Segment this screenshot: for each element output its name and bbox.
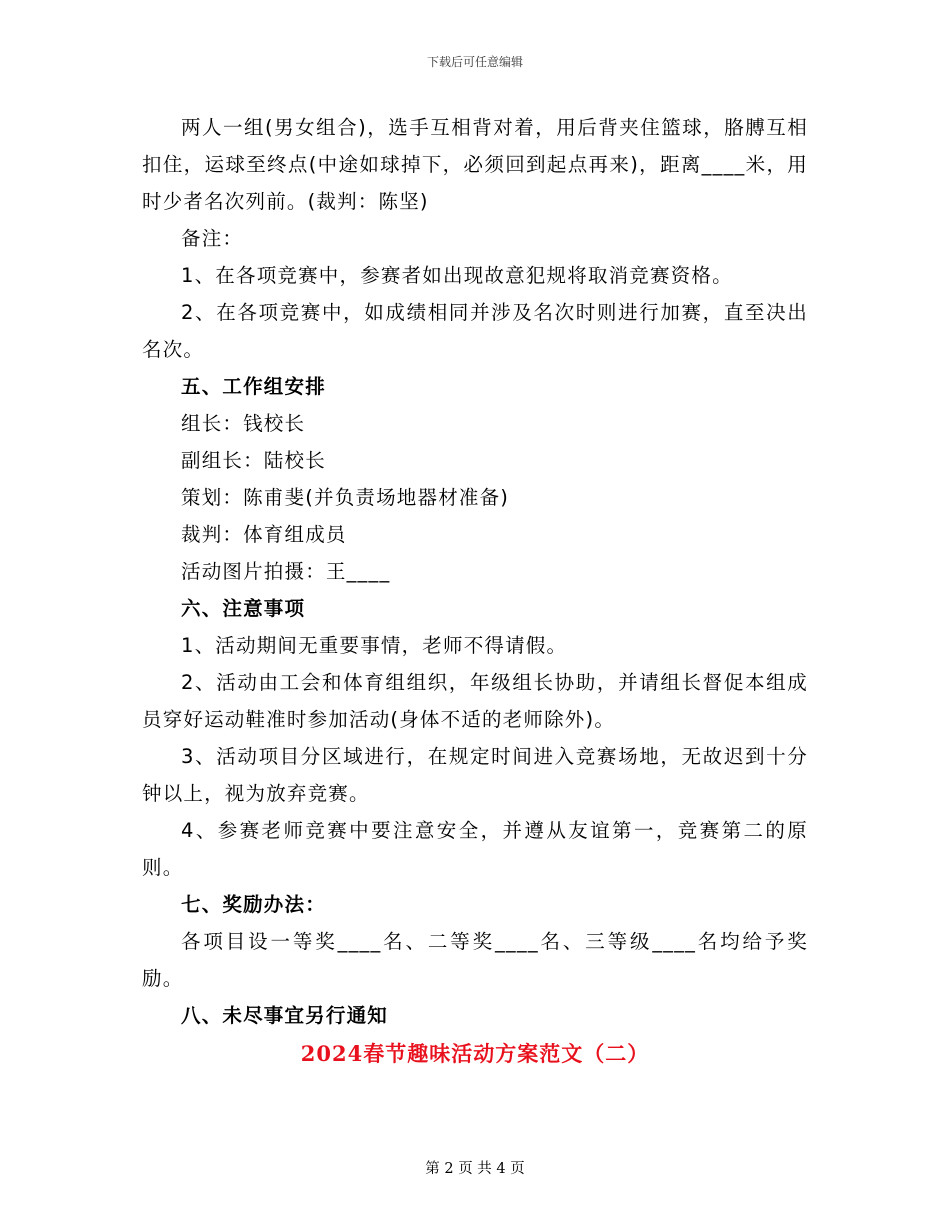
- document-body: [142, 109, 808, 1074]
- notes-label: 备注：: [181, 227, 244, 250]
- note-1: 1、在各项竞赛中，参赛者如出现故意犯规将取消竞赛资格。: [181, 264, 733, 287]
- reward-text: 各项目设一等奖____名、二等奖____名、三等级____名均给予奖励。: [142, 930, 808, 990]
- staff-referee: 裁判：体育组成员: [181, 523, 347, 546]
- staff-leader: 组长：钱校长: [181, 412, 306, 435]
- staff-vice-leader: 副组长：陆校长: [181, 449, 326, 472]
- section-6-heading: 六、注意事项: [181, 597, 306, 620]
- game-rules-paragraph: 两人一组(男女组合)，选手互相背对着，用后背夹住篮球，胳膊互相扣住，运球至终点(中途如球掉下，必须回到起点再来)，距离____米，用时少者名次列前。(裁判：陈坚): [142, 116, 808, 213]
- note-2: 2、在各项竞赛中，如成绩相同并涉及名次时则进行加赛，直至决出名次。: [142, 301, 808, 361]
- document-title: 2024春节趣味活动方案范文（二）: [300, 1041, 650, 1066]
- notice-item-3: 3、活动项目分区域进行，在规定时间进入竞赛场地，无故迟到十分钟以上，视为放弃竞赛。: [142, 745, 808, 805]
- staff-planner: 策划：陈甫斐(并负责场地器材准备): [181, 486, 510, 509]
- staff-photographer: 活动图片拍摄：王____: [181, 560, 391, 583]
- page-header: 下载后可任意编辑: [426, 55, 523, 69]
- notice-item-2: 2、活动由工会和体育组组织，年级组长协助，并请组长督促本组成员穿好运动鞋准时参加活动(身体不适的老师除外)。: [142, 671, 808, 731]
- section-7-heading: 七、奖励办法：: [181, 893, 326, 916]
- section-5-heading: 五、工作组安排: [181, 375, 326, 398]
- notice-item-4: 4、参赛老师竞赛中要注意安全，并遵从友谊第一，竞赛第二的原则。: [142, 819, 808, 879]
- page-number: 第 2 页 共 4 页: [425, 1161, 525, 1177]
- notice-item-1: 1、活动期间无重要事情，老师不得请假。: [181, 634, 568, 657]
- section-8-heading: 八、未尽事宜另行通知: [181, 1004, 389, 1027]
